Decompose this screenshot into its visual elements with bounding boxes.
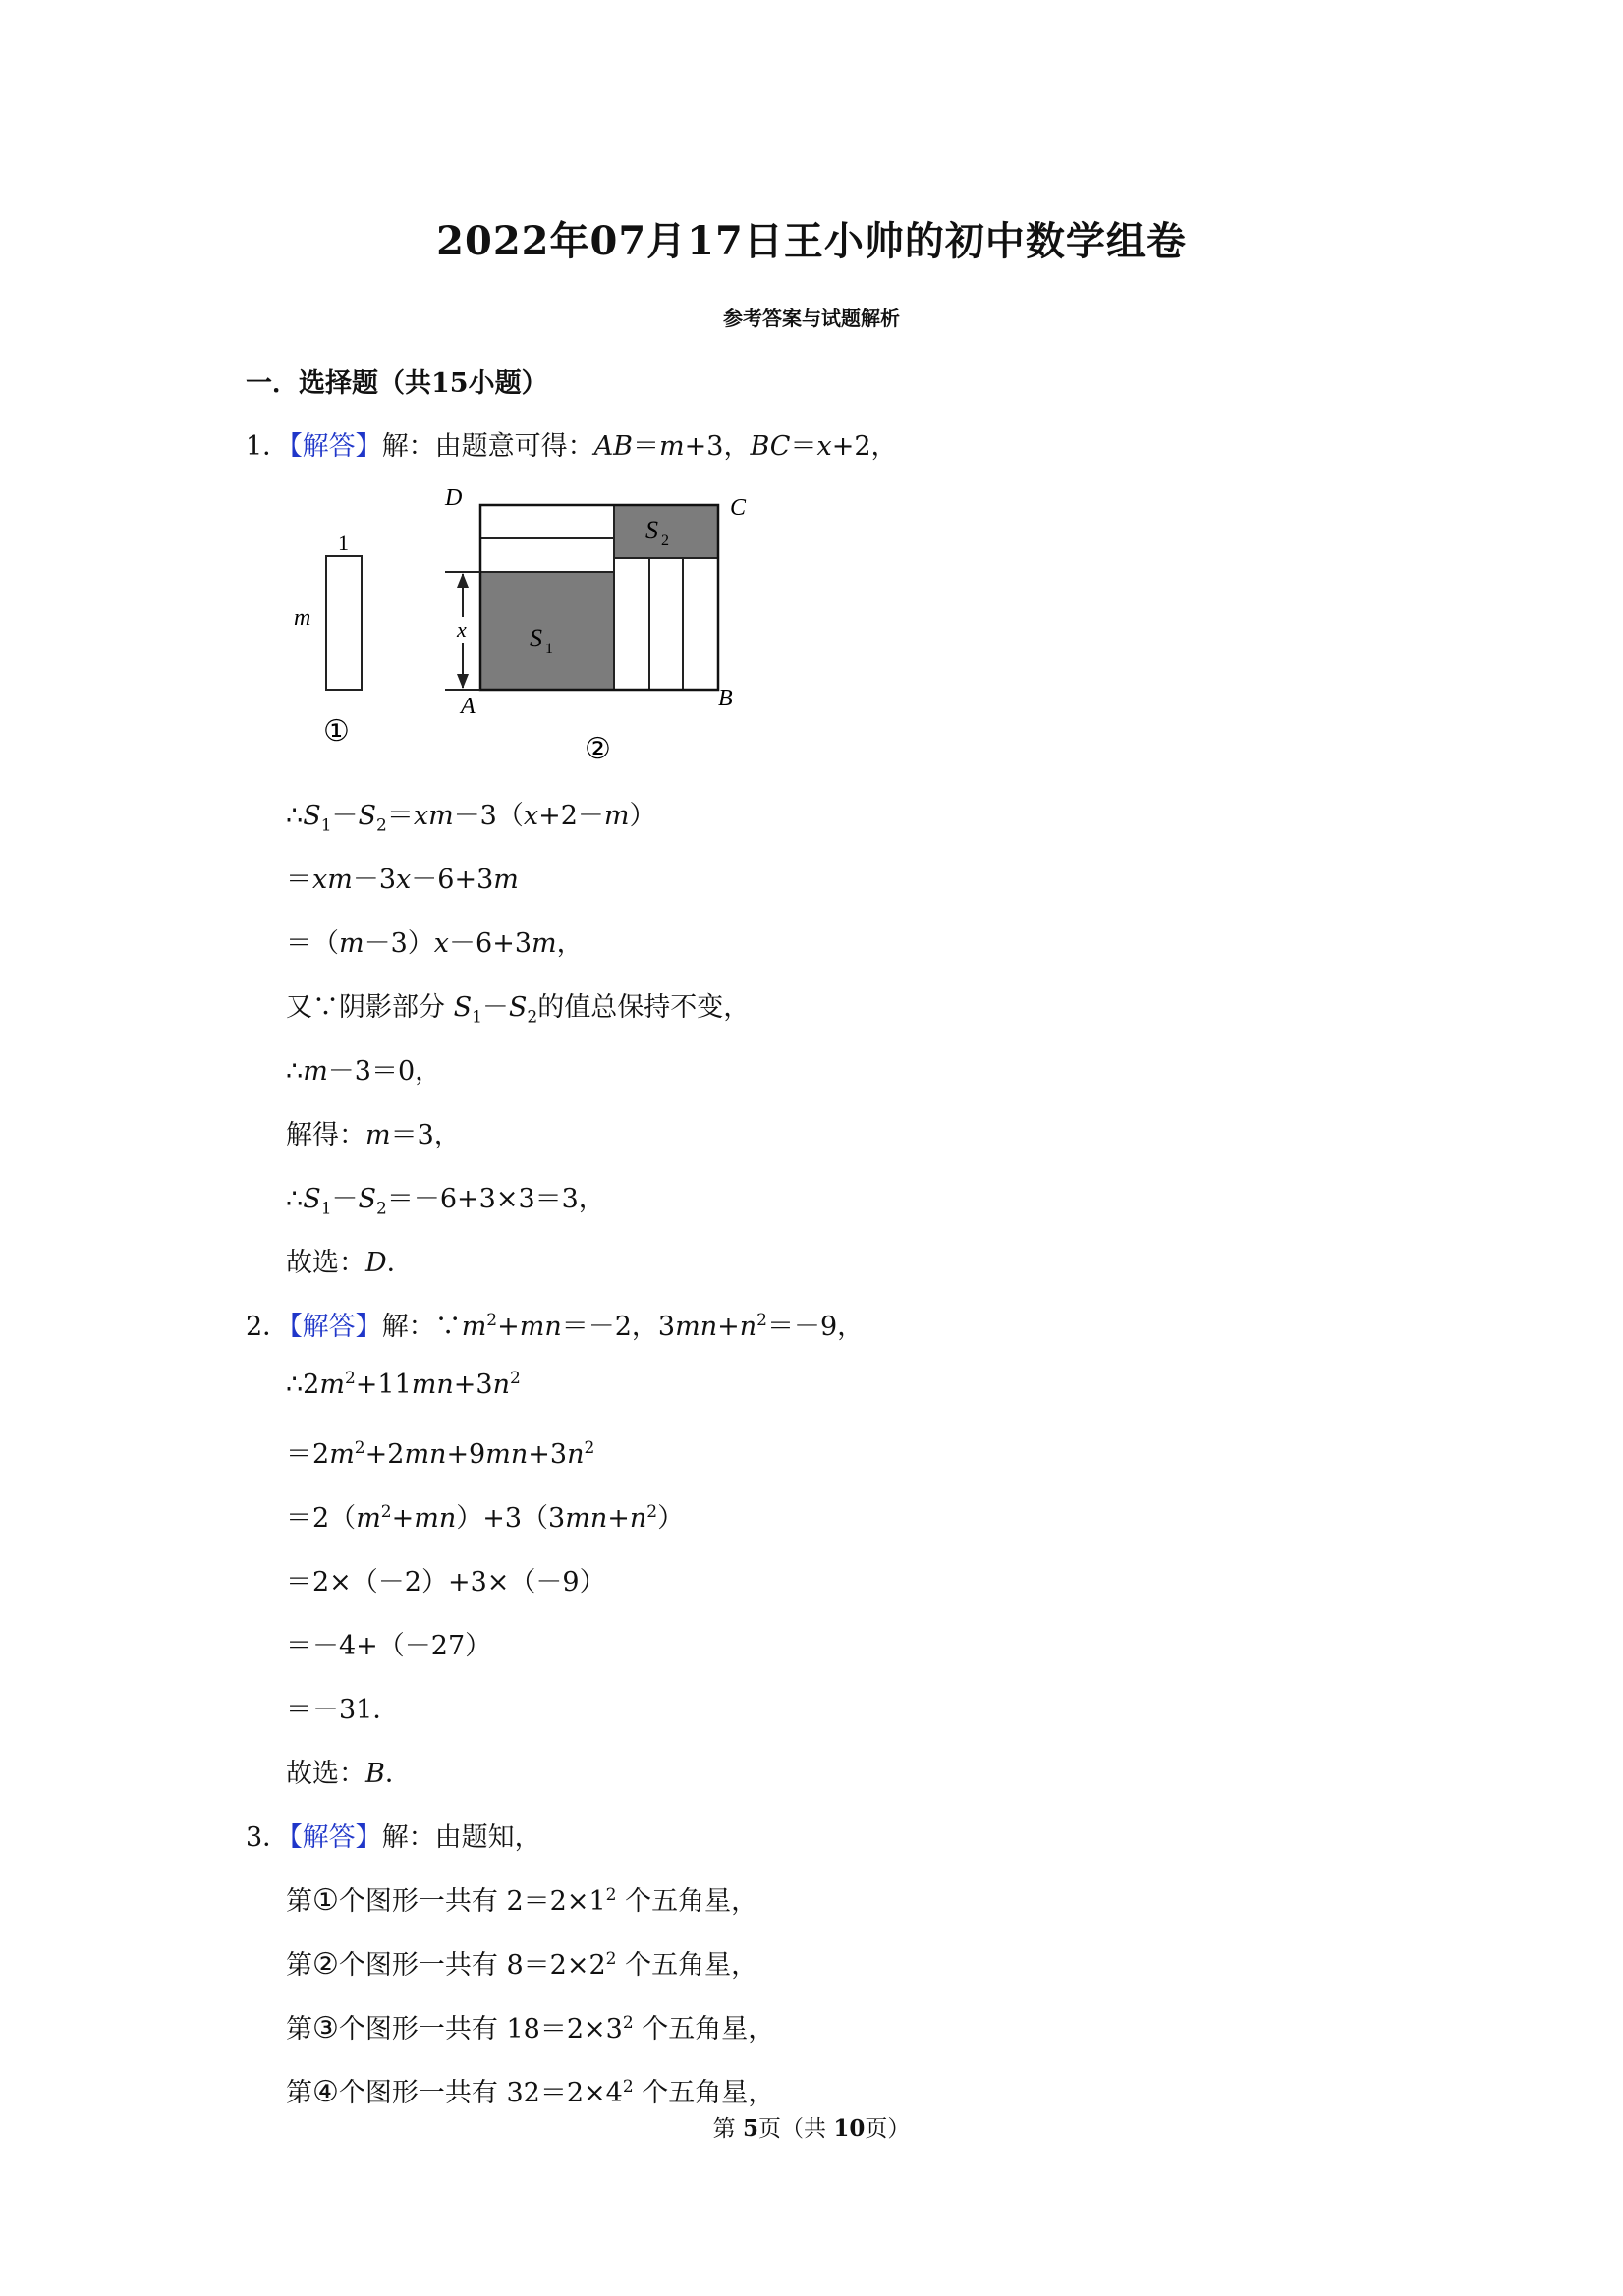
figure2-vertex-A: A bbox=[461, 694, 476, 719]
q3-item-4: 第④个图形一共有 $32=2\times 4^2$ 个五角星， bbox=[286, 2075, 775, 2109]
figure2-vertex-B: B bbox=[718, 686, 733, 711]
q3-intro: 3．【解答】解：由题知， bbox=[246, 1822, 541, 1853]
figure1-label-width: 1 bbox=[338, 531, 349, 555]
page-number: 5 bbox=[742, 2115, 758, 2142]
q2-answer: B bbox=[365, 1759, 385, 1789]
figure1-rect bbox=[326, 556, 362, 690]
q2-step-3: $=2(m^2+mn)+3(3mn+n^2)$ bbox=[286, 1502, 685, 1534]
q1-conclusion: 故选：D． bbox=[286, 1248, 414, 1278]
section-heading: 一．选择题（共15小题） bbox=[246, 368, 548, 399]
q2-step-2: $=2m^2+2mn+9mn+3n^2$ bbox=[286, 1438, 595, 1470]
figure2-strip-1 bbox=[614, 558, 649, 690]
q3-item-3: 第③个图形一共有 $18=2\times 3^2$ 个五角星， bbox=[286, 2011, 775, 2045]
figure2-strip-3 bbox=[683, 558, 718, 690]
figure2-S2-region bbox=[614, 505, 718, 558]
q2-number: 2． bbox=[246, 1312, 290, 1342]
page-title: 2022年07月17日王小帅的初中数学组卷 bbox=[436, 218, 1187, 264]
figure2-caption: ② bbox=[585, 732, 611, 766]
q2-answer-tag: 【解答】 bbox=[289, 1312, 382, 1342]
q1-answer: D bbox=[365, 1248, 387, 1278]
q3-item-1: 第①个图形一共有 $2=2\times 1^2$ 个五角星， bbox=[286, 1883, 758, 1918]
q2-conclusion: 故选：B． bbox=[286, 1759, 412, 1789]
q2-step-1: $\therefore 2m^2+11mn+3n^2$ bbox=[286, 1369, 521, 1400]
figure2-vertex-C: C bbox=[730, 495, 747, 521]
figure2-S1-region bbox=[480, 572, 614, 690]
q1-answer-tag: 【解答】 bbox=[289, 431, 382, 462]
page-subtitle: 参考答案与试题解析 bbox=[723, 307, 900, 330]
q1-number: 1． bbox=[246, 431, 290, 462]
q1-step-6: 解得：m＝3， bbox=[286, 1120, 461, 1150]
figure2-top-white-2 bbox=[480, 538, 614, 572]
q2-step-6: ＝－31． bbox=[286, 1695, 400, 1725]
q1-step-7: $\therefore S_1-S_2=-6+3\times 3=3$， bbox=[286, 1184, 605, 1219]
figure2-label-S1-sub: 1 bbox=[545, 641, 553, 657]
figure2-vertex-D: D bbox=[445, 485, 463, 511]
q1-step-5: ∴m－3＝0， bbox=[286, 1056, 442, 1087]
figure1-caption: ① bbox=[323, 714, 350, 749]
figure1-label-height: m bbox=[294, 605, 311, 631]
q2-intro: 2．【解答】解：$\because m^2+mn=-2$，$3mn+n^2=-9$， bbox=[246, 1311, 865, 1342]
q1-intro: 1．【解答】解：由题意可得：AB＝m+3，BC＝x+2， bbox=[246, 431, 898, 462]
figure2-label-x: x bbox=[457, 617, 467, 642]
q2-step-4: ＝2×（－2）+3×（－9） bbox=[286, 1567, 606, 1597]
page-footer: 第 5页（共 10页） bbox=[712, 2115, 911, 2142]
page-total: 10 bbox=[833, 2115, 866, 2142]
q1-step-1: $\therefore S_1-S_2=xm-3(x+2-m)$ bbox=[286, 801, 656, 836]
q1-step-4: 又∵阴影部分 $S_1-S_2$的值总保持不变， bbox=[286, 992, 751, 1028]
q2-step-5: ＝－4+（－27） bbox=[286, 1631, 492, 1661]
figure2-label-S2: S bbox=[645, 516, 658, 544]
q1-step-2: ＝xm－3x－6+3m bbox=[286, 865, 519, 895]
q1-step-3: ＝（m－3）x－6+3m， bbox=[286, 928, 584, 959]
q1-figure bbox=[280, 476, 761, 770]
q3-number: 3． bbox=[246, 1822, 290, 1853]
figure2-strip-2 bbox=[649, 558, 683, 690]
figure2-arrow-down bbox=[457, 674, 469, 689]
q3-answer-tag: 【解答】 bbox=[289, 1822, 382, 1853]
q3-item-2: 第②个图形一共有 $8=2\times 2^2$ 个五角星， bbox=[286, 1947, 758, 1982]
figure2-label-S2-sub: 2 bbox=[661, 532, 669, 549]
figure2-label-S1: S bbox=[530, 624, 542, 652]
figure2-arrow-up bbox=[457, 573, 469, 588]
figure2-top-white-1 bbox=[480, 505, 614, 538]
